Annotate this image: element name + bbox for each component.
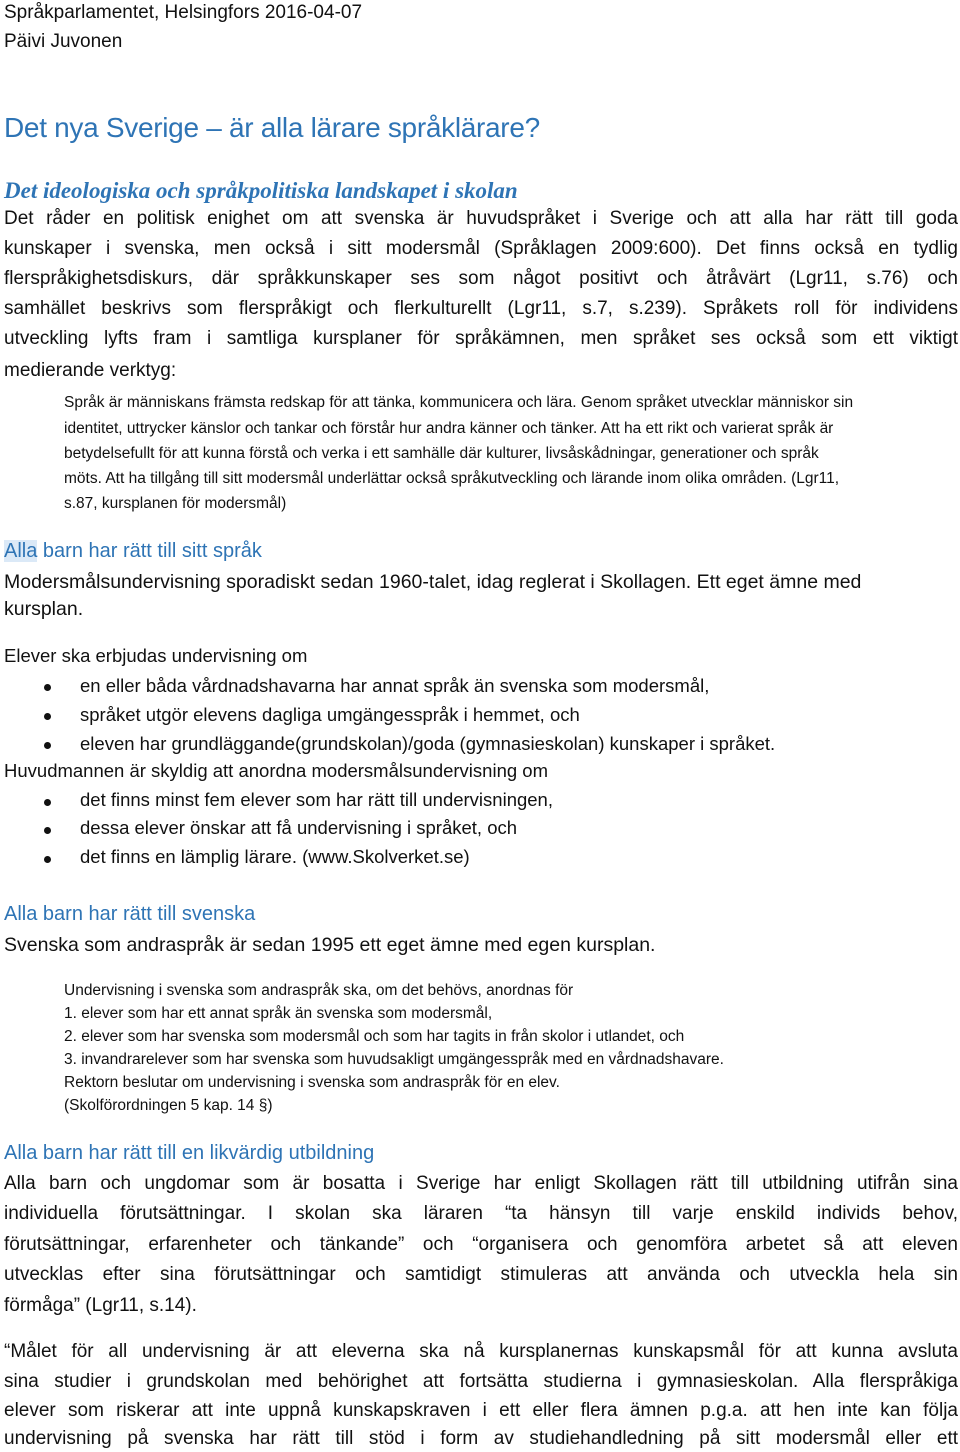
header-event: Språkparlamentet, Helsingfors 2016-04-07 xyxy=(4,2,363,23)
bullet-icon xyxy=(44,713,51,720)
body-line: individuella förutsättningar. I skolan ska läraren “ta hänsyn till varje enskild individs behov, xyxy=(4,1203,958,1224)
list-intro: Elever ska erbjudas undervisning om xyxy=(4,645,308,666)
body-line: Det råder en politisk enighet om att svenska är huvudspråket i Sverige och att alla har rätt till goda xyxy=(4,208,958,229)
bullet-icon xyxy=(44,742,51,749)
quote-line: Undervisning i svenska som andraspråk ska, om det behövs, anordnas för xyxy=(64,982,574,999)
body-line: “Målet för all undervisning är att eleverna ska nå kursplanernas kunskapsmål för att kunna avsluta xyxy=(4,1341,958,1362)
body-line: flerspråkighetsdiskurs, där språkkunskaper ses som något positivt och åtråvärt (Lgr11, s.76) och xyxy=(4,268,958,289)
header-author: Päivi Juvonen xyxy=(4,31,123,52)
heading-rest: barn har rätt till sitt språk xyxy=(37,540,262,562)
quote-line: möts. Att ha tillgång till sitt modersmål underlättar också språkutveckling och lärande inom olika områden. (Lgr11, xyxy=(64,470,840,487)
body-line: Svenska som andraspråk är sedan 1995 ett eget ämne med egen kursplan. xyxy=(4,934,656,956)
list-item: det finns en lämplig lärare. (www.Skolverket.se) xyxy=(80,846,470,867)
body-line: medierande verktyg: xyxy=(4,360,177,381)
body-line: elever som riskerar att inte uppnå kunskapskraven i ett eller flera ämnen p.g.a. att hen inte kan följa xyxy=(4,1400,958,1421)
body-line: förmåga” (Lgr11, s.14). xyxy=(4,1295,197,1316)
bullet-icon xyxy=(44,827,51,834)
section-heading-mother-tongue xyxy=(4,540,262,563)
quote-line: 1. elever som har ett annat språk än svenska som modersmål, xyxy=(64,1005,493,1022)
bullet-icon xyxy=(44,684,51,691)
body-line: förutsättningar, erfarenheter och tänkande” och “organisera och genomföra arbetet så att eleven xyxy=(4,1234,958,1255)
section-heading-ideology: Det ideologiska och språkpolitiska landskapet i skolan xyxy=(4,178,518,203)
section-heading-swedish: Alla barn har rätt till svenska xyxy=(4,903,256,925)
quote-line: identitet, uttrycker känslor och tankar och förstår hur andra känner och tänker. Att ha ett rikt och varierat språk är xyxy=(64,420,834,437)
list-item: det finns minst fem elever som har rätt till undervisningen, xyxy=(80,789,553,810)
quote-line: betydelsefullt för att kunna förstå och verka i ett samhälle där kulturer, livsåskådningar, generationer och språk xyxy=(64,445,819,462)
list-item: dessa elever önskar att få undervisning i språket, och xyxy=(80,817,518,838)
body-line: kunskaper i svenska, men också i sitt modersmål (Språklagen 2009:600). Det finns också en tydlig xyxy=(4,238,958,259)
body-line: samhället beskrivs som flerspråkigt och flerkulturellt (Lgr11, s.7, s.239). Språkets roll för individens xyxy=(4,298,958,319)
quote-line: 3. invandrarelever som har svenska som huvudsakligt umgängesspråk med en vårdnadshavare. xyxy=(64,1051,724,1068)
quote-line: Språk är människans främsta redskap för att tänka, kommunicera och lära. Genom språket utvecklar människor sin xyxy=(64,394,854,411)
body-line: undervisning på svenska har rätt till stöd i form av studiehandledning på sitt modersmål eller ett xyxy=(4,1428,958,1449)
quote-line: Rektorn beslutar om undervisning i svenska som andraspråk för en elev. xyxy=(64,1074,560,1091)
body-line: sina studier i grundskolan med behörighet att fortsätta studierna i gymnasieskolan. Alla flerspråkiga xyxy=(4,1371,958,1392)
body-line: utvecklas efter sina förutsättningar och samtidigt stimuleras att använda och utveckla hela sin xyxy=(4,1264,958,1285)
bullet-icon xyxy=(44,799,51,806)
body-line: kursplan. xyxy=(4,598,84,620)
section-heading-equal-education: Alla barn har rätt till en likvärdig utbildning xyxy=(4,1142,375,1164)
quote-line: 2. elever som har svenska som modersmål och som har tagits in från skolor i utlandet, och xyxy=(64,1028,685,1045)
heading-highlight: Alla xyxy=(4,540,38,562)
quote-line: s.87, kursplanen för modersmål) xyxy=(64,495,287,512)
body-line: utveckling lyfts fram i samtliga kursplaner för språkämnen, men språket ses också som ett viktigt xyxy=(4,328,958,349)
list-item: en eller båda vårdnadshavarna har annat språk än svenska som modersmål, xyxy=(80,675,710,696)
list-item: eleven har grundläggande(grundskolan)/goda (gymnasieskolan) kunskaper i språket. xyxy=(80,733,776,754)
page-title: Det nya Sverige – är alla lärare språklärare? xyxy=(4,112,540,143)
body-line: Alla barn och ungdomar som är bosatta i Sverige har enligt Skollagen rätt till utbildning utifrån sina xyxy=(4,1173,958,1194)
body-line: Modersmålsundervisning sporadiskt sedan 1960-talet, idag reglerat i Skollagen. Ett eget ämne med xyxy=(4,571,862,593)
list-item: språket utgör elevens dagliga umgängesspråk i hemmet, och xyxy=(80,704,580,725)
bullet-icon xyxy=(44,856,51,863)
list-intro: Huvudmannen är skyldig att anordna modersmålsundervisning om xyxy=(4,760,548,781)
quote-line: (Skolförordningen 5 kap. 14 §) xyxy=(64,1097,273,1114)
